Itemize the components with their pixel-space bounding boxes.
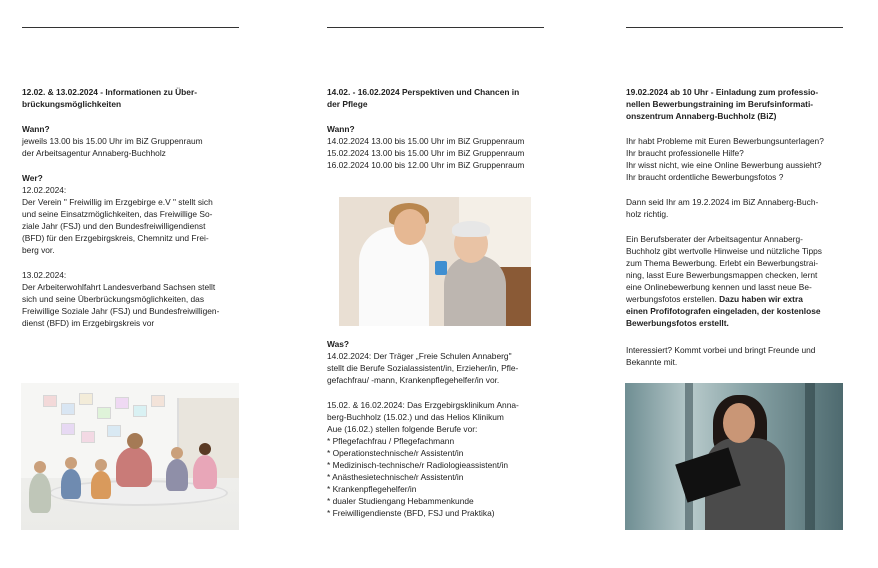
col1-wer-text1-line4: (BFD) für den Erzgebirgskreis, Chemnitz und Frei- <box>22 233 209 243</box>
col2-title-line1: 14.02. - 16.02.2024 Perspektiven und Chancen in <box>327 87 520 97</box>
col1-wer-date1: 12.02.2024: <box>22 185 67 195</box>
col3-title-line3: onszentrum Annaberg-Buchholz (BiZ) <box>626 111 777 121</box>
col3-question-line3: Ihr wisst nicht, wie eine Online Bewerbung aussieht? <box>626 160 822 170</box>
col1-wann-line1: jeweils 13.00 bis 15.00 Uhr im BiZ Gruppenraum <box>22 136 203 146</box>
col2-wann-line3: 16.02.2024 10.00 bis 12.00 Uhr im BiZ Gruppenraum <box>327 160 525 170</box>
col1-wer-text1-line3: ziale Jahr (FSJ) und den Bundesfreiwilligendienst <box>22 221 206 231</box>
col2-title-line2: der Pflege <box>327 99 368 109</box>
col3-berater-line2: Buchholz gibt wertvolle Hinweise und nützliche Tipps <box>626 246 822 256</box>
col2-was-text2-line2: berg-Buchholz (15.02.) und das Helios Klinikum <box>327 412 504 422</box>
col2-beruf-item: * Medizinisch-technische/r Radiologieassistent/in <box>327 460 509 470</box>
nurse-with-elderly-woman-photo <box>339 197 531 326</box>
col2-was-text1-line3: gefachfrau/ -mann, Krankenpflegehelfer/in vor. <box>327 375 500 385</box>
col3-berater-line3: zum Thema Bewerbung. Erlebt ein Bewerbungstrai- <box>626 258 819 268</box>
col3-closing-line1: Interessiert? Kommt vorbei und bringt Freunde und <box>626 345 816 355</box>
col3-closing-line2: Bekannte mit. <box>626 357 678 367</box>
col2-was-text1-line2: stellt die Berufe Sozialassistent/in, Erzieher/in, Pfle- <box>327 363 519 373</box>
col2-wann-label: Wann? <box>327 124 355 134</box>
col1-wer-text2-line1: Der Arbeiterwohlfahrt Landesverband Sachsen stellt <box>22 282 216 292</box>
col3-berater-bold-line1: einen Profifotografen eingeladen, der kostenlose <box>626 306 821 316</box>
col3-berater-bold-line2: Bewerbungsfotos erstellt. <box>626 318 729 328</box>
col2-was-text2-line1: 15.02. & 16.02.2024: Das Erzgebirgsklinikum Anna- <box>327 400 519 410</box>
col1-wer-date2: 13.02.2024: <box>22 270 67 280</box>
col2-beruf-item: * Pflegefachfrau / Pflegefachmann <box>327 436 455 446</box>
col1-wann-line2: der Arbeitsagentur Annaberg-Buchholz <box>22 148 166 158</box>
col1-wann-label: Wann? <box>22 124 50 134</box>
woman-with-folder-photo <box>625 383 843 530</box>
col1-wer-text1-line1: Der Verein " Freiwillig im Erzgebirge e.V " stellt sich <box>22 197 213 207</box>
col2-wann-line1: 14.02.2024 13.00 bis 15.00 Uhr im BiZ Gruppenraum <box>327 136 525 146</box>
col1-wer-text1-line5: berg vor. <box>22 245 55 255</box>
col3-berater-bold-inline: Dazu haben wir extra <box>719 294 803 304</box>
col3-berater-line6-text: werbungsfotos erstellen. <box>626 294 717 304</box>
col1-wer-text2-line2: sich und seine Überbrückungsmöglichkeiten, das <box>22 294 205 304</box>
classroom-photo <box>21 383 239 530</box>
col1-wer-text2-line4: dienst (BFD) im Erzgebirgskreis vor <box>22 318 155 328</box>
col2-beruf-item: * Operationstechnische/r Assistent/in <box>327 448 464 458</box>
col1-wer-label: Wer? <box>22 173 43 183</box>
col3-question-line2: Ihr braucht professionelle Hilfe? <box>626 148 744 158</box>
col3-berater-line5: eine Onlinebewerbung kennen und lasst neue Be- <box>626 282 812 292</box>
divider-line-col1 <box>22 27 239 28</box>
divider-line-col3 <box>626 27 843 28</box>
col2-was-text2-line3: Aue (16.02.) stellen folgende Berufe vor: <box>327 424 478 434</box>
col1-wer-text1-line2: und seine Einsatzmöglichkeiten, das Freiwillige So- <box>22 209 213 219</box>
col2-wann-line2: 15.02.2024 13.00 bis 15.00 Uhr im BiZ Gruppenraum <box>327 148 525 158</box>
col2-was-label: Was? <box>327 339 350 349</box>
col3-title-line1: 19.02.2024 ab 10 Uhr - Einladung zum professio- <box>626 87 819 97</box>
col3-berater-line6 <box>626 293 803 305</box>
col3-dann-line1: Dann seid Ihr am 19.2.2024 im BiZ Annaberg-Buch- <box>626 197 819 207</box>
col2-beruf-item: * dualer Studiengang Hebammenkunde <box>327 496 474 506</box>
col2-beruf-item: * Krankenpflegehelfer/in <box>327 484 417 494</box>
col2-beruf-item: * Anästhesietechnische/r Assistent/in <box>327 472 464 482</box>
col1-title-line2: brückungsmöglichkeiten <box>22 99 122 109</box>
col3-dann-line2: holz richtig. <box>626 209 669 219</box>
col2-beruf-item: * Freiwilligendienste (BFD, FSJ und Praktika) <box>327 508 495 518</box>
col1-title-line1: 12.02. & 13.02.2024 - Informationen zu Über- <box>22 87 198 97</box>
col3-question-line4: Ihr braucht ordentliche Bewerbungsfotos ? <box>626 172 784 182</box>
col3-title-line2: nellen Bewerbungstraining im Berufsinformati- <box>626 99 814 109</box>
divider-line-col2 <box>327 27 544 28</box>
col3-question-line1: Ihr habt Probleme mit Euren Bewerbungsunterlagen? <box>626 136 824 146</box>
col3-berater-line1: Ein Berufsberater der Arbeitsagentur Annaberg- <box>626 234 803 244</box>
col3-berater-line4: ning, lasst Eure Bewerbungsmappen checken, lernt <box>626 270 818 280</box>
col2-was-text1-line1: 14.02.2024: Der Träger „Freie Schulen Annaberg" <box>327 351 512 361</box>
col1-wer-text2-line3: Freiwillige Soziale Jahr (FSJ) und Bundesfreiwilligen- <box>22 306 220 316</box>
